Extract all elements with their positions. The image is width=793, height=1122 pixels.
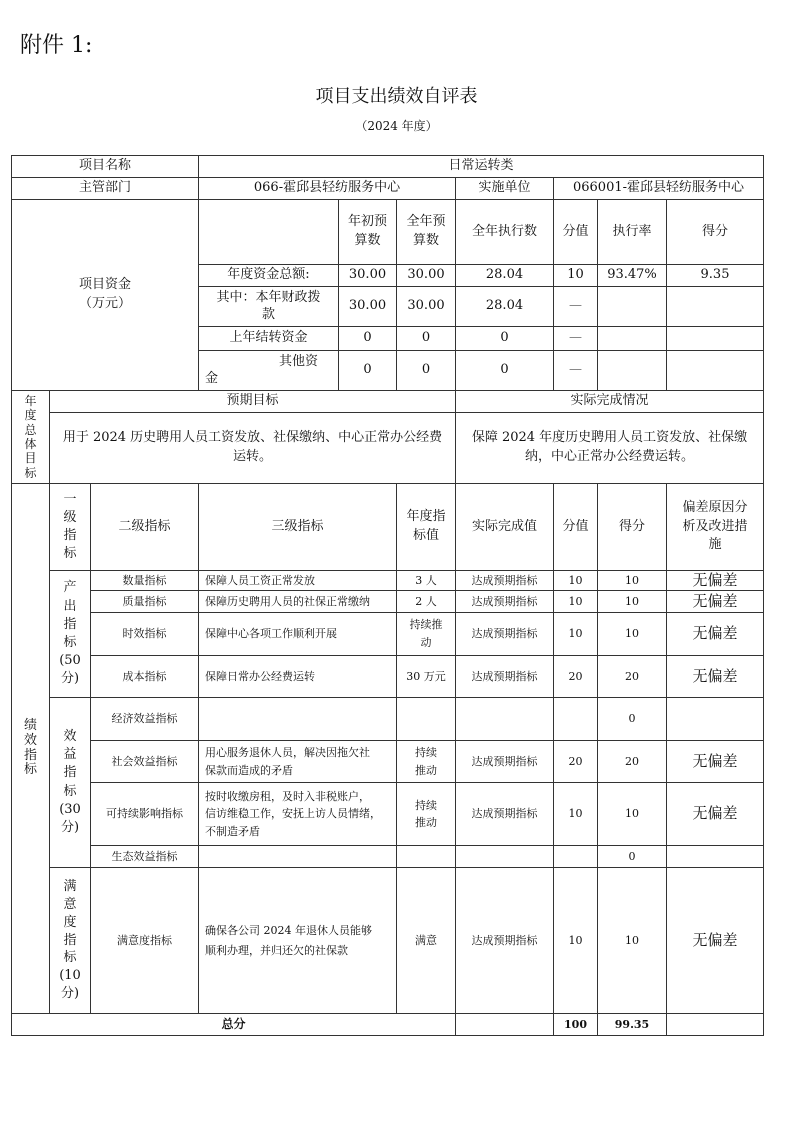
funds-weight: — <box>553 326 598 351</box>
label-char: 级 <box>63 509 77 525</box>
funds-score <box>666 350 764 391</box>
label-char: 标 <box>63 546 77 562</box>
level3-line: 顺利办理，并归还欠的社保款 <box>205 943 348 957</box>
funds-executed: 0 <box>455 326 554 351</box>
indicators-section-label <box>11 483 50 1014</box>
funds-row-label <box>198 350 339 391</box>
label-char: 产 <box>63 580 77 596</box>
actual-cell: 达成预期指标 <box>455 570 554 591</box>
funds-score: 9.35 <box>666 264 764 287</box>
label-char: 标 <box>24 465 37 480</box>
header-line: 偏差原因分 <box>682 499 748 515</box>
actual-cell: 达成预期指标 <box>455 612 554 656</box>
deviation-cell: 无偏差 <box>666 740 764 783</box>
funds-weight: — <box>553 286 598 327</box>
label-char: 度 <box>63 914 77 930</box>
label-char: 标 <box>23 762 37 778</box>
unit-value: 066001-霍邱县轻纺服务中心 <box>553 177 764 200</box>
funds-header-annual <box>396 199 456 265</box>
funds-executed: 0 <box>455 350 554 391</box>
attachment-label: 附件 1: <box>20 33 93 58</box>
target-cell: 满意 <box>396 867 456 1014</box>
funds-executed: 28.04 <box>455 286 554 327</box>
funds-rate <box>597 326 667 351</box>
deviation-cell: 无偏差 <box>666 570 764 591</box>
funds-header-blank <box>198 199 339 265</box>
dept-value: 066-霍邱县轻纺服务中心 <box>198 177 456 200</box>
funds-initial: 30.00 <box>338 264 397 287</box>
page-subtitle: （2024 年度） <box>355 119 438 133</box>
label-char: (10 <box>59 968 81 984</box>
actual-cell: 达成预期指标 <box>455 740 554 783</box>
label-char: 体 <box>24 437 37 451</box>
header-line: 施 <box>708 537 722 553</box>
label-char: 满 <box>63 878 77 894</box>
deviation-cell: 无偏差 <box>666 655 764 698</box>
header-line: 算数 <box>412 233 439 248</box>
total-blank <box>455 1013 554 1036</box>
target-line: 持续 <box>415 746 437 760</box>
header-deviation <box>666 483 764 571</box>
score-cell: 20 <box>597 740 667 783</box>
weight-cell <box>553 845 598 868</box>
weight-cell: 10 <box>553 782 598 846</box>
header-line: 年度指 <box>406 509 446 525</box>
funds-label: 项目资金 <box>78 277 131 293</box>
total-score: 99.35 <box>597 1013 667 1036</box>
label-char: 益 <box>63 747 77 763</box>
label-char: 总 <box>24 422 37 437</box>
total-label: 总分 <box>11 1013 456 1036</box>
level3-cell <box>198 845 397 868</box>
label-char: 分) <box>60 986 80 1002</box>
funds-header-weight: 分值 <box>553 199 598 265</box>
header-weight: 分值 <box>553 483 598 571</box>
total-weight: 100 <box>553 1013 598 1036</box>
label-char: (30 <box>59 801 81 817</box>
header-level1 <box>49 483 91 571</box>
label-char: 指 <box>63 616 77 632</box>
funds-row-label: 上年结转资金 <box>198 326 339 351</box>
label-char: 效 <box>23 732 37 748</box>
deviation-cell <box>666 845 764 868</box>
level2-cell: 满意度指标 <box>90 867 199 1014</box>
label-char: 出 <box>63 598 77 614</box>
level3-cell <box>198 782 397 846</box>
funds-header-executed: 全年执行数 <box>455 199 554 265</box>
header-score: 得分 <box>597 483 667 571</box>
level2-cell: 数量指标 <box>90 570 199 591</box>
label-char: 指 <box>23 747 37 763</box>
label-char: 标 <box>63 950 77 966</box>
funds-annual: 30.00 <box>396 264 456 287</box>
target-line: 持续 <box>415 798 437 812</box>
level3-cell: 保障人员工资正常发放 <box>198 570 397 591</box>
header-level3: 三级指标 <box>198 483 397 571</box>
goals-section-label <box>11 390 50 484</box>
target-cell: 30 万元 <box>396 655 456 698</box>
level3-line: 信访维稳工作，安抚上访人员情绪， <box>205 807 381 821</box>
weight-cell <box>553 697 598 741</box>
target-line: 推动 <box>415 816 437 829</box>
score-cell: 10 <box>597 612 667 656</box>
target-line: 推动 <box>415 763 437 777</box>
target-cell <box>396 697 456 741</box>
label-char: (50 <box>59 653 81 669</box>
actual-cell: 达成预期指标 <box>455 655 554 698</box>
label-char: 效 <box>63 728 77 744</box>
score-cell: 10 <box>597 570 667 591</box>
target-line: 持续推 <box>409 618 443 632</box>
weight-cell: 20 <box>553 740 598 783</box>
funds-weight: 10 <box>553 264 598 287</box>
level3-cell <box>198 740 397 783</box>
actual-cell: 达成预期指标 <box>455 590 554 613</box>
actual-cell: 达成预期指标 <box>455 782 554 846</box>
target-cell <box>396 612 456 656</box>
actual-cell <box>455 845 554 868</box>
level2-cell: 质量指标 <box>90 590 199 613</box>
deviation-cell: 无偏差 <box>666 867 764 1014</box>
target-cell <box>396 845 456 868</box>
project-name-label: 项目名称 <box>11 155 199 178</box>
project-name-value: 日常运转类 <box>198 155 764 178</box>
header-actual: 实际完成值 <box>455 483 554 571</box>
funds-header-score: 得分 <box>666 199 764 265</box>
level2-cell: 社会效益指标 <box>90 740 199 783</box>
page-title: 项目支出绩效自评表 <box>315 86 478 107</box>
weight-cell: 10 <box>553 590 598 613</box>
label-char: 一 <box>63 491 77 507</box>
deviation-cell <box>666 697 764 741</box>
score-cell: 20 <box>597 655 667 698</box>
label-char: 目 <box>24 451 37 466</box>
funds-weight: — <box>553 350 598 391</box>
level3-line: 用心服务退休人员，解决因拖欠社 <box>205 746 370 760</box>
label-char: 绩 <box>23 717 37 733</box>
label-char: 度 <box>24 408 37 423</box>
target-cell: 3 人 <box>396 570 456 591</box>
deviation-cell: 无偏差 <box>666 612 764 656</box>
label-char: 标 <box>63 783 77 799</box>
target-line: 动 <box>420 636 432 649</box>
label-char: 标 <box>63 635 77 650</box>
label-char: 分) <box>60 819 80 835</box>
goals-actual-text: 保障 2024 年度历史聘用人员工资发放、社保缴纳，中心正常办公经费运转。 <box>455 412 764 484</box>
header-line: 全年预 <box>406 214 446 230</box>
actual-cell <box>455 697 554 741</box>
header-line: 年初预 <box>347 214 387 230</box>
funds-initial: 0 <box>338 326 397 351</box>
funds-header-rate: 执行率 <box>597 199 667 265</box>
funds-initial: 30.00 <box>338 286 397 327</box>
label-char: 意 <box>63 896 77 912</box>
level3-cell: 保障历史聘用人员的社保正常缴纳 <box>198 590 397 613</box>
weight-cell: 20 <box>553 655 598 698</box>
level3-cell: 保障日常办公经费运转 <box>198 655 397 698</box>
unit-label: 实施单位 <box>455 177 554 200</box>
funds-header-initial <box>338 199 397 265</box>
level3-line: 按时收缴房租，及时入非税账户， <box>205 789 370 803</box>
weight-cell: 10 <box>553 570 598 591</box>
goals-expected-header: 预期目标 <box>49 390 456 413</box>
target-cell <box>396 740 456 783</box>
actual-cell: 达成预期指标 <box>455 867 554 1014</box>
funds-rate <box>597 350 667 391</box>
score-cell: 0 <box>597 697 667 741</box>
funds-rate: 93.47% <box>597 264 667 287</box>
funds-score <box>666 326 764 351</box>
funds-row-label <box>198 286 339 327</box>
label-line: 其他资 <box>278 354 318 370</box>
header-level2: 二级指标 <box>90 483 199 571</box>
score-cell: 10 <box>597 590 667 613</box>
header-line: 算数 <box>354 233 381 248</box>
level3-cell: 保障中心各项工作顺利开展 <box>198 612 397 656</box>
funds-annual: 30.00 <box>396 286 456 327</box>
target-cell <box>396 782 456 846</box>
funds-unit: （万元） <box>78 296 131 311</box>
label-char: 分) <box>60 671 80 687</box>
level3-cell <box>198 867 397 1014</box>
level3-line: 不制造矛盾 <box>205 824 260 838</box>
funds-label-cell <box>11 199 199 391</box>
label-char: 年 <box>24 393 37 408</box>
label-line: 金 <box>205 370 219 386</box>
level2-cell: 时效指标 <box>90 612 199 656</box>
label-line: 款 <box>261 306 275 322</box>
funds-annual: 0 <box>396 350 456 391</box>
level2-cell: 生态效益指标 <box>90 845 199 868</box>
level3-cell <box>198 697 397 741</box>
header-line: 析及改进措 <box>682 518 748 534</box>
label-char: 指 <box>63 528 77 543</box>
goals-expected-text: 用于 2024 历史聘用人员工资发放、社保缴纳、中心正常办公经费运转。 <box>49 412 456 484</box>
funds-rate <box>597 286 667 327</box>
deviation-cell: 无偏差 <box>666 590 764 613</box>
funds-initial: 0 <box>338 350 397 391</box>
total-deviation-blank <box>666 1013 764 1036</box>
target-cell: 2 人 <box>396 590 456 613</box>
score-cell: 10 <box>597 867 667 1014</box>
label-char: 指 <box>63 932 77 948</box>
header-target <box>396 483 456 571</box>
group-label-output <box>49 570 91 698</box>
level3-line: 保款而造成的矛盾 <box>205 763 293 777</box>
level2-cell: 可持续影响指标 <box>90 782 199 846</box>
score-cell: 0 <box>597 845 667 868</box>
header-line: 标值 <box>412 528 439 543</box>
level2-cell: 经济效益指标 <box>90 697 199 741</box>
group-label-satisfaction <box>49 867 91 1014</box>
level3-line: 确保各公司 2024 年退休人员能够 <box>205 924 372 938</box>
dept-label: 主管部门 <box>11 177 199 200</box>
funds-executed: 28.04 <box>455 264 554 287</box>
weight-cell: 10 <box>553 612 598 656</box>
level2-cell: 成本指标 <box>90 655 199 698</box>
funds-annual: 0 <box>396 326 456 351</box>
deviation-cell: 无偏差 <box>666 782 764 846</box>
goals-actual-header: 实际完成情况 <box>455 390 764 413</box>
funds-score <box>666 286 764 327</box>
weight-cell: 10 <box>553 867 598 1014</box>
label-line: 其中：本年财政拨 <box>216 290 321 306</box>
group-label-benefit <box>49 697 91 868</box>
score-cell: 10 <box>597 782 667 846</box>
funds-row-label: 年度资金总额: <box>198 264 339 287</box>
label-char: 指 <box>63 765 77 781</box>
